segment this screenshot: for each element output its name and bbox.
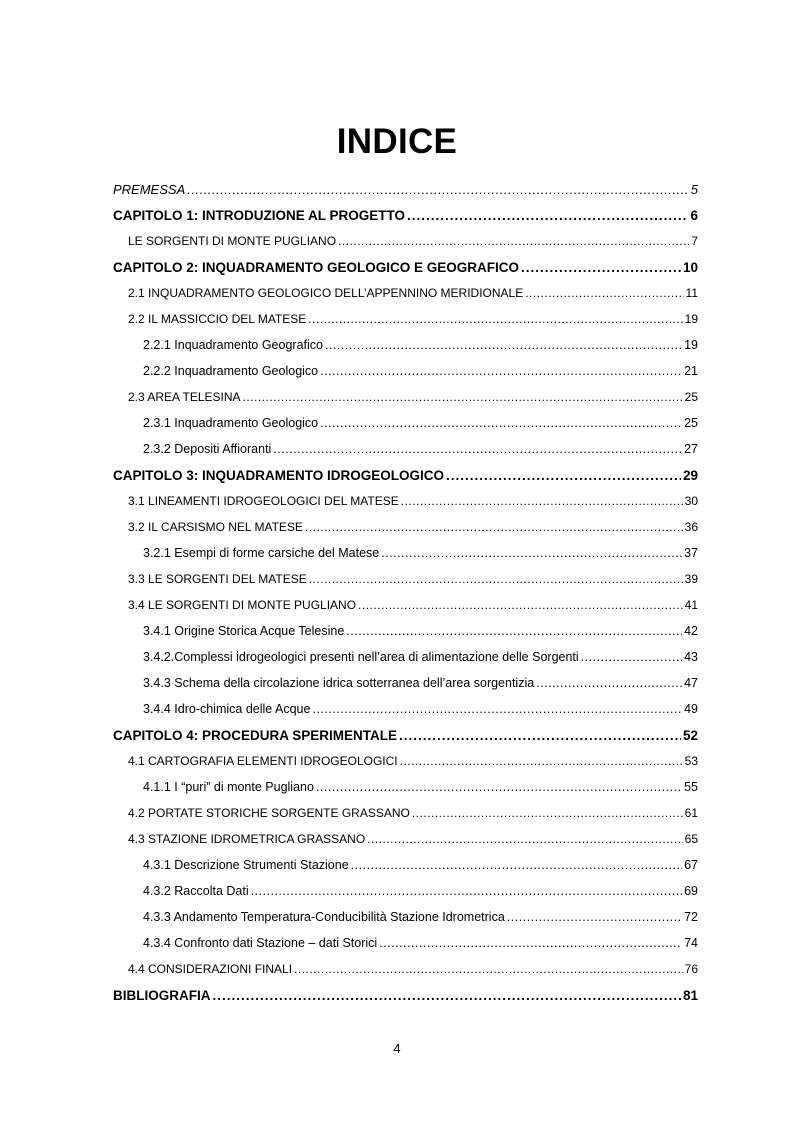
- toc-entry-page: 74: [684, 936, 698, 950]
- toc-entry-page: 39: [684, 572, 698, 586]
- toc-leader-dots: [251, 884, 682, 898]
- toc-entry[interactable]: [113, 566, 698, 592]
- toc-entry[interactable]: [113, 306, 698, 332]
- toc-entry-page: 37: [684, 546, 698, 560]
- toc-entry[interactable]: [113, 956, 698, 982]
- toc-leader-dots: [379, 936, 682, 950]
- toc-entry[interactable]: [113, 852, 698, 878]
- toc-entry-label: 2.2 IL MASSICCIO DEL MATESE: [128, 312, 307, 326]
- toc-entry-label: 2.1 INQUADRAMENTO GEOLOGICO DELL’APPENNINO MERIDIONALE: [128, 286, 524, 300]
- toc-entry-page: 65: [684, 832, 698, 846]
- toc-entry-page: 47: [684, 676, 698, 690]
- toc-entry-label: BIBLIOGRAFIA: [113, 987, 211, 1003]
- toc-entry-label: LE SORGENTI DI MONTE PUGLIANO: [128, 234, 337, 248]
- toc-entry[interactable]: [113, 462, 698, 488]
- toc-leader-dots: [243, 390, 683, 404]
- toc-entry[interactable]: [113, 410, 698, 436]
- toc-entry[interactable]: [113, 254, 698, 280]
- toc-entry-label: 3.4.3 Schema della circolazione idrica sotterranea dell’area sorgentizia: [143, 676, 535, 690]
- toc-entry-page: 55: [684, 780, 698, 794]
- toc-entry-page: 25: [684, 390, 698, 404]
- toc-entry-page: 53: [684, 754, 698, 768]
- toc-leader-dots: [401, 494, 683, 508]
- toc-entry-label: 2.2.1 Inquadramento Geografico: [143, 338, 323, 352]
- toc-entry[interactable]: [113, 748, 698, 774]
- toc-leader-dots: [320, 416, 682, 430]
- toc-entry[interactable]: [113, 904, 698, 930]
- toc-leader-dots: [325, 338, 682, 352]
- toc-leader-dots: [308, 312, 682, 326]
- toc-entry[interactable]: [113, 878, 698, 904]
- toc-entry-page: 29: [682, 467, 698, 483]
- toc-leader-dots: [305, 520, 683, 534]
- toc-entry[interactable]: [113, 800, 698, 826]
- toc-leader-dots: [381, 546, 682, 560]
- toc-entry-page: 19: [684, 338, 698, 352]
- toc-entry-label: PREMESSA: [113, 181, 186, 197]
- toc-entry-label: 2.3.1 Inquadramento Geologico: [143, 416, 319, 430]
- toc-entry-label: 3.4.4 Idro-chimica delle Acque: [143, 702, 311, 716]
- toc-entry-label: 3.4 LE SORGENTI DI MONTE PUGLIANO: [128, 598, 357, 612]
- toc-entry[interactable]: [113, 228, 698, 254]
- toc-entry-label: 4.3 STAZIONE IDROMETRICA GRASSANO: [128, 832, 366, 846]
- toc-entry-label: 4.1 CARTOGRAFIA ELEMENTI IDROGEOLOGICI: [128, 754, 398, 768]
- toc-entry-page: 36: [684, 520, 698, 534]
- toc-leader-dots: [367, 832, 682, 846]
- toc-leader-dots: [316, 780, 682, 794]
- toc-entry[interactable]: [113, 930, 698, 956]
- toc-leader-dots: [346, 624, 682, 638]
- toc-entry-page: 10: [682, 259, 698, 275]
- toc-leader-dots: [213, 988, 681, 1003]
- toc-leader-dots: [412, 806, 683, 820]
- toc-entry[interactable]: [113, 176, 698, 202]
- toc-leader-dots: [407, 208, 688, 223]
- toc-entry-label: 3.3 LE SORGENTI DEL MATESE: [128, 572, 307, 586]
- toc-entry-page: 52: [682, 727, 698, 743]
- toc-entry-page: 61: [684, 806, 698, 820]
- toc-entry[interactable]: [113, 202, 698, 228]
- toc-entry-page: 11: [685, 286, 698, 300]
- toc-entry-label: 4.3.1 Descrizione Strumenti Stazione: [143, 858, 349, 872]
- toc-entry-page: 69: [684, 884, 698, 898]
- toc-entry[interactable]: [113, 982, 698, 1008]
- toc-leader-dots: [294, 962, 683, 976]
- toc-entry[interactable]: [113, 618, 698, 644]
- toc-entry[interactable]: [113, 722, 698, 748]
- toc-leader-dots: [320, 364, 682, 378]
- toc-entry-page: 41: [684, 598, 698, 612]
- toc-entry-label: 3.2.1 Esempi di forme carsiche del Matese: [143, 546, 380, 560]
- toc-entry-page: 25: [684, 416, 698, 430]
- toc-leader-dots: [446, 468, 681, 483]
- toc-leader-dots: [309, 572, 683, 586]
- toc-entry-label: CAPITOLO 3: INQUADRAMENTO IDROGEOLOGICO: [113, 467, 445, 483]
- toc-leader-dots: [525, 286, 683, 300]
- page-number: 4: [393, 1041, 401, 1056]
- toc-entry-page: 49: [684, 702, 698, 716]
- toc-entry[interactable]: [113, 592, 698, 618]
- toc-leader-dots: [273, 442, 682, 456]
- toc-entry-page: 7: [691, 234, 698, 248]
- toc-entry-label: CAPITOLO 4: PROCEDURA SPERIMENTALE: [113, 727, 398, 743]
- toc-entry-label: 4.3.3 Andamento Temperatura-Conducibilità Stazione Idrometrica: [143, 910, 505, 924]
- toc-entry-label: 3.2 IL CARSISMO NEL MATESE: [128, 520, 303, 534]
- toc-entry-label: CAPITOLO 2: INQUADRAMENTO GEOLOGICO E GEOGRAFICO: [113, 259, 520, 275]
- toc-leader-dots: [536, 676, 682, 690]
- toc-entry-page: 76: [684, 962, 698, 976]
- toc-entry-page: 5: [690, 181, 698, 197]
- toc-entry-label: 2.3 AREA TELESINA: [128, 390, 241, 404]
- toc-leader-dots: [187, 182, 689, 197]
- toc-entry[interactable]: [113, 332, 698, 358]
- toc-entry-page: 6: [690, 207, 698, 223]
- toc-entry-label: 4.4 CONSIDERAZIONI FINALI: [128, 962, 293, 976]
- toc-entry-label: 4.1.1 I “puri” di monte Pugliano: [143, 780, 314, 794]
- toc-leader-dots: [399, 728, 681, 743]
- toc-entry[interactable]: [113, 670, 698, 696]
- toc-entry[interactable]: [113, 488, 698, 514]
- toc-entry-page: 43: [684, 650, 698, 664]
- toc-entry-label: 4.2 PORTATE STORICHE SORGENTE GRASSANO: [128, 806, 410, 820]
- toc-entry-label: 4.3.2 Raccolta Dati: [143, 884, 249, 898]
- toc-entry-label: 4.3.4 Confronto dati Stazione – dati Storici: [143, 936, 378, 950]
- toc-entry[interactable]: [113, 774, 698, 800]
- toc-entry-label: 3.1 LINEAMENTI IDROGEOLOGICI DEL MATESE: [128, 494, 399, 508]
- toc-entry[interactable]: [113, 826, 698, 852]
- toc-leader-dots: [351, 858, 682, 872]
- toc-entry[interactable]: [113, 644, 698, 670]
- toc-leader-dots: [507, 910, 682, 924]
- toc-entry[interactable]: [113, 696, 698, 722]
- toc-leader-dots: [358, 598, 683, 612]
- toc-entry-label: 3.4.1 Origine Storica Acque Telesine: [143, 624, 345, 638]
- toc-entry-page: 81: [682, 987, 698, 1003]
- toc-leader-dots: [521, 260, 681, 275]
- toc-entry[interactable]: [113, 280, 698, 306]
- toc-entry-page: 27: [684, 442, 698, 456]
- toc-entry-label: 2.3.2 Depositi Affioranti: [143, 442, 272, 456]
- toc-leader-dots: [581, 650, 682, 664]
- toc-leader-dots: [338, 234, 689, 248]
- toc-entry-label: CAPITOLO 1: INTRODUZIONE AL PROGETTO: [113, 207, 406, 223]
- toc-entry[interactable]: [113, 436, 698, 462]
- toc-entry-label: 3.4.2.Complessi idrogeologici presenti nell’area di alimentazione delle Sorgenti: [143, 650, 579, 664]
- toc-entry-label: 2.2.2 Inquadramento Geologico: [143, 364, 319, 378]
- toc-entry-page: 67: [684, 858, 698, 872]
- toc-entry-page: 21: [684, 364, 698, 378]
- toc-entry[interactable]: [113, 384, 698, 410]
- table-of-contents: [113, 176, 698, 1008]
- toc-entry[interactable]: [113, 358, 698, 384]
- toc-entry[interactable]: [113, 514, 698, 540]
- toc-entry-page: 19: [684, 312, 698, 326]
- page-title: INDICE: [336, 122, 458, 161]
- toc-entry-page: 72: [684, 910, 698, 924]
- toc-leader-dots: [312, 702, 682, 716]
- toc-entry[interactable]: [113, 540, 698, 566]
- toc-entry-page: 42: [684, 624, 698, 638]
- toc-entry-page: 30: [684, 494, 698, 508]
- toc-leader-dots: [400, 754, 683, 768]
